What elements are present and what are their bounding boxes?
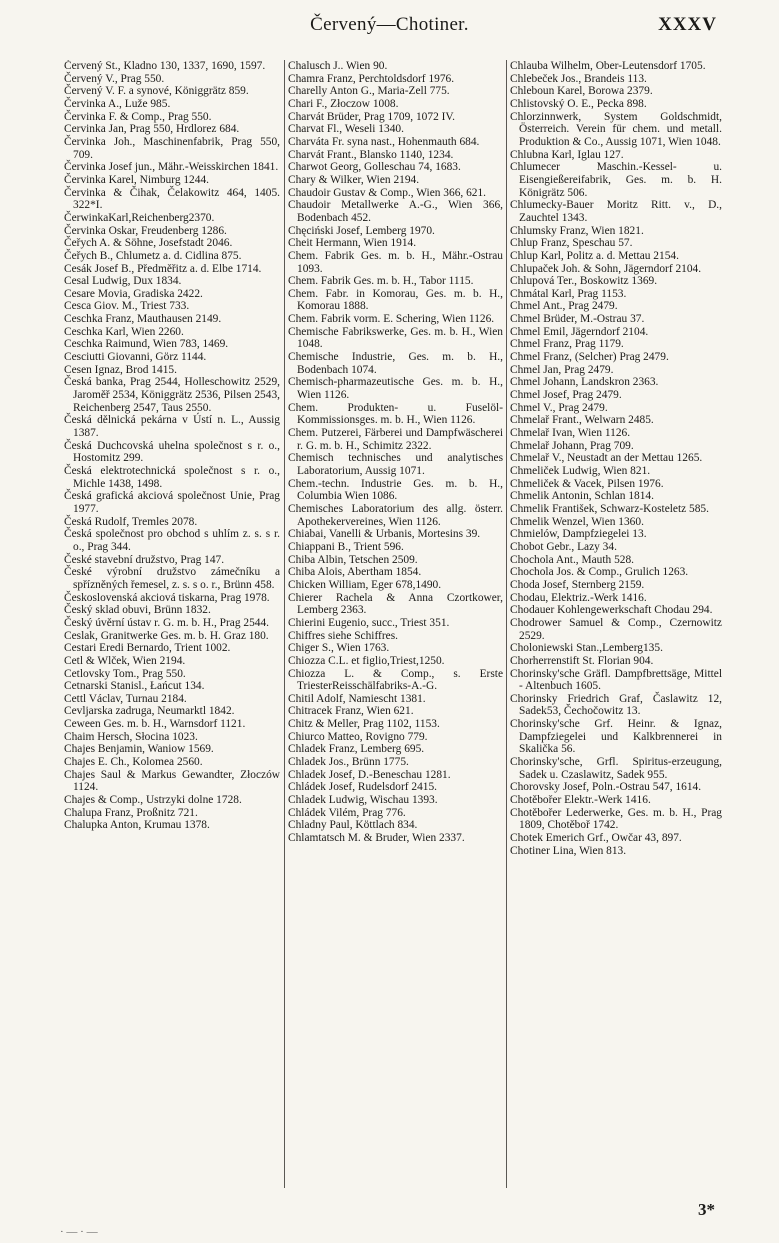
directory-entry: Chmel Franz, Prag 1179. [510, 338, 624, 351]
directory-entry: Chorinsky'sche Gräfl. Dampfbrettsäge, Mittel - Altenbuch 1605. [510, 667, 722, 693]
directory-entry: ČerwinkaKarl,Reichenberg2370. [64, 211, 215, 224]
directory-entry: České výrobní družstvo zámečníku a spřízněných řemesel, z. s. s o. r., Brünn 458. [64, 566, 280, 591]
directory-entry: Chmel Franz, (Selcher) Prag 2479. [510, 351, 669, 364]
directory-entry: Chlauba Wilhelm, Ober-Leutensdorf 1705. [510, 60, 706, 72]
directory-entry: Chmátal Karl, Prag 1153. [510, 287, 627, 300]
directory-entry: Chotěbořer Elektr.-Werk 1416. [510, 794, 651, 807]
directory-entry: Cesák Josef B., Předměřitz a. d. Elbe 1714. [64, 262, 262, 275]
directory-entry: Cervinka Jan, Prag 550, Hrdlorez 684. [64, 123, 240, 136]
directory-entry: Chorinsky'sche Grf. Heinr. & Ignaz, Dampfziegelei und Kalkbrennerei in Skalička 56. [510, 718, 722, 756]
directory-entry: Chitz & Meller, Prag 1102, 1153. [288, 718, 440, 731]
directory-entry: Česká elektrotechnická společnost s r. o., Michle 1438, 1498. [64, 465, 280, 490]
directory-entry: Chamra Franz, Perchtoldsdorf 1976. [288, 72, 455, 85]
directory-entry: Červinka Karel, Nimburg 1244. [64, 173, 209, 186]
directory-entry: Chajes E. Ch., Kolomea 2560. [64, 756, 203, 769]
column-middle [288, 60, 503, 1198]
directory-entry: Cesca Giov. M., Triest 733. [64, 300, 190, 313]
directory-entry: Chmelař Ivan, Wien 1126. [510, 427, 631, 440]
directory-entry: Chiffres siehe Schiffres. [288, 629, 398, 642]
directory-entry: Cesen Ignaz, Brod 1415. [64, 363, 177, 376]
directory-entry: Červinka Josef jun., Mähr.-Weisskirchen 1841. [64, 161, 279, 174]
directory-entry: Červinka F. & Comp., Prag 550. [64, 110, 212, 123]
directory-entry: Chmel Johann, Landskron 2363. [510, 376, 659, 389]
directory-entry: Český úvěrní ústav r. G. m. b. H., Prag 2544. [64, 616, 270, 629]
directory-entry: Chitil Adolf, Namiescht 1381. [288, 692, 426, 705]
directory-entry: Charvat Fl., Weseli 1340. [288, 123, 404, 136]
directory-entry: Chmel Josef, Prag 2479. [510, 389, 622, 402]
directory-entry: Chodauer Kohlengewerkschaft Chodau 294. [510, 604, 713, 617]
directory-entry: Chmelař Johann, Prag 709. [510, 439, 634, 452]
directory-entry: Chem.-techn. Industrie Ges. m. b. H., Columbia Wien 1086. [288, 477, 503, 503]
directory-entry: Chajes & Comp., Ustrzyki dolne 1728. [64, 794, 242, 807]
directory-entry: Chochola Ant., Mauth 528. [510, 553, 635, 566]
directory-entry: Cevljarska zadruga, Neumarktl 1842. [64, 705, 235, 718]
directory-entry: Chotiner Lina, Wien 813. [510, 844, 627, 857]
directory-entry: Charelly Anton G., Maria-Zell 775. [288, 85, 450, 98]
directory-entry: Chemisch technisches und analytisches Laboratorium, Aussig 1071. [288, 452, 503, 477]
directory-entry: Chlistovský O. E., Pecka 898. [510, 97, 647, 110]
directory-entry: Chodau, Elektriz.-Werk 1416. [510, 591, 647, 604]
directory-entry: Chobot Gebr., Lazy 34. [510, 540, 617, 553]
directory-entry: Chmel V., Prag 2479. [510, 401, 608, 414]
directory-entry: Charváta Fr. syna nast., Hohenmauth 684. [288, 135, 480, 148]
directory-entry: Chmel Brüder, M.-Ostrau 37. [510, 313, 645, 326]
column-left [64, 60, 280, 1198]
directory-entry: Chitracek Franz, Wien 621. [288, 705, 414, 718]
running-head-title: Červený—Chotiner. [310, 14, 469, 35]
directory-entry: Československá akciová tiskarna, Prag 1978. [64, 591, 270, 604]
directory-entry: Česká dělnická pekárna v Ústí n. L., Aussig 1387. [64, 414, 280, 440]
directory-entry: Chem. Produkten- u. Fuselöl-Kommissionsges. m. b. H., Wien 1126. [288, 401, 503, 427]
directory-entry: Červinka & Čihak, Čelakowitz 464, 1405. 322*I. [64, 186, 280, 212]
directory-entry: Chmelař Frant., Welwarn 2485. [510, 414, 654, 427]
directory-entry: Chiabai, Vanelli & Urbanis, Mortesins 39. [288, 528, 481, 541]
directory-entry: Červený St., Kladno 130, 1337, 1690, 1597. [64, 60, 266, 72]
directory-entry: Cesciutti Giovanni, Görz 1144. [64, 351, 207, 364]
directory-entry: Chládek Vilém, Prag 776. [288, 806, 406, 819]
directory-entry: Chladek Josef, D.-Beneschau 1281. [288, 768, 451, 781]
directory-entry: Chorovsky Josef, Poln.-Ostrau 547, 1614. [510, 781, 702, 794]
directory-entry: Chlorzinnwerk, System Goldschmidt, Österreich. Verein für chem. und metall. Produktion & Co., Aussig 1071, Wien 1048. [510, 110, 722, 148]
directory-entry: Chladny Paul, Köttlach 834. [288, 819, 418, 832]
directory-entry: Cesal Ludwig, Dux 1834. [64, 275, 182, 288]
directory-entry: Chlumsky Franz, Wien 1821. [510, 224, 644, 237]
directory-entry: Cetlovsky Tom., Prag 550. [64, 667, 186, 680]
directory-entry: Charwot Georg, Golleschau 74, 1683. [288, 161, 461, 174]
directory-entry: Chotek Emerich Grf., Owčar 43, 897. [510, 832, 682, 845]
directory-entry: Chmelik Antonin, Schlan 1814. [510, 490, 654, 503]
directory-entry: Charvát Brüder, Prag 1709, 1072 IV. [288, 110, 456, 123]
directory-entry: Chierer Rachela & Anna Czortkower, Lemberg 2363. [288, 591, 503, 617]
directory-entry: Chladek Franz, Lemberg 695. [288, 743, 425, 756]
directory-entry: Čeřych A. & Söhne, Josefstadt 2046. [64, 237, 233, 250]
directory-entry: Chlumecer Maschin.-Kessel- u. Eisengießereifabrik, Ges. m. b. H. Königrätz 506. [510, 161, 722, 199]
directory-entry: Cheit Hermann, Wien 1914. [288, 237, 417, 250]
directory-entry: Chmeliček Ludwig, Wien 821. [510, 465, 651, 477]
directory-entry: Česká Duchcovská uhelna společnost s r. o., Hostomitz 299. [64, 439, 280, 465]
directory-entry: Červený V. F. a synové, Königgrätz 859. [64, 85, 249, 98]
directory-entry: Ceschka Raimund, Wien 783, 1469. [64, 338, 229, 351]
directory-entry: Chmielów, Dampfziegelei 13. [510, 528, 647, 541]
directory-entry: Chlup Karl, Politz a. d. Mettau 2154. [510, 249, 679, 262]
directory-entry: Chajes Benjamin, Waniow 1569. [64, 743, 214, 756]
directory-entry: Červinka Oskar, Freudenberg 1286. [64, 224, 227, 237]
directory-entry: Chochola Jos. & Comp., Grulich 1263. [510, 566, 689, 579]
directory-entry: Cestari Eredi Bernardo, Trient 1002. [64, 642, 231, 655]
directory-entry: Chmeliček & Vacek, Pilsen 1976. [510, 477, 664, 490]
directory-entry: Česká banka, Prag 2544, Holleschowitz 2529, Jaroměř 2534, Königgrätz 2536, Pilsen 2543, Reichenberg 2547, Taus 2550. [64, 376, 280, 414]
directory-entry: Chlupová Ter., Boskowitz 1369. [510, 275, 658, 288]
page-numeral: XXXV [658, 14, 717, 35]
directory-entry: Chemische Industrie, Ges. m. b. H., Bodenbach 1074. [288, 351, 503, 376]
directory-entry: Chodrower Samuel & Comp., Czernowitz 2529. [510, 616, 722, 642]
directory-entry: Chalupa Franz, Proßnitz 721. [64, 806, 198, 819]
directory-entry: Chiba Alois, Abertham 1854. [288, 566, 422, 579]
column-divider-1 [284, 60, 285, 1188]
directory-entry: Chlebeček Jos., Brandeis 113. [510, 72, 647, 85]
directory-entry: Chajes Saul & Markus Gewandter, Złoczów 1124. [64, 768, 280, 794]
directory-entry: Chaim Hersch, Słocina 1023. [64, 730, 198, 743]
directory-entry: Čeřych B., Chlumetz a. d. Cidlina 875. [64, 249, 242, 262]
directory-entry: Chladek Ludwig, Wischau 1393. [288, 794, 438, 807]
directory-entry: Ceschka Karl, Wien 2260. [64, 325, 184, 338]
directory-entry: Chicken William, Eger 678,1490. [288, 578, 442, 591]
directory-entry: Chem. Putzerei, Färberei und Dampfwäscherei r. G. m. b. H., Schimitz 2322. [288, 427, 503, 452]
directory-entry: České stavební družstvo, Prag 147. [64, 553, 225, 566]
directory-entry: Chem. Fabrik Ges. m. b. H., Mähr.-Ostrau 1093. [288, 249, 503, 275]
directory-entry: Červinka Joh., Maschinenfabrik, Prag 550, 709. [64, 135, 280, 161]
directory-entry: Chorherrenstift St. Florian 904. [510, 654, 654, 667]
directory-entry: Česká společnost pro obchod s uhlím z. s. s r. o., Prag 344. [64, 528, 280, 553]
directory-entry: Chládek Josef, Rudelsdorf 2415. [288, 781, 438, 794]
directory-entry: Chmel Emil, Jägerndorf 2104. [510, 325, 649, 338]
directory-entry: Chęciński Josef, Lemberg 1970. [288, 224, 435, 237]
directory-entry: Chari F., Złoczow 1008. [288, 97, 399, 110]
directory-entry: Chleboun Karel, Borowa 2379. [510, 85, 653, 98]
directory-entry: Chierini Eugenio, succ., Triest 351. [288, 616, 450, 629]
page-header [0, 8, 779, 44]
directory-entry: Chmelik František, Schwarz-Kosteletz 585. [510, 502, 709, 515]
sheet-signature-mark: 3* [698, 1200, 715, 1219]
directory-entry: Ceslak, Granitwerke Ges. m. b. H. Graz 180. [64, 629, 269, 642]
directory-entry: Chorinsky'sche, Grfl. Spiritus-erzeugung, Sadek u. Czaslawitz, Sadek 955. [510, 756, 722, 781]
directory-entry: Chemisch-pharmazeutische Ges. m. b. H., Wien 1126. [288, 376, 503, 402]
directory-entry: Chaudoir Metallwerke A.-G., Wien 366, Bodenbach 452. [288, 199, 503, 224]
directory-entry: Chiger S., Wien 1763. [288, 642, 390, 655]
directory-entry: Cesare Movia, Gradiska 2422. [64, 287, 203, 300]
margin-marks: · — · — [60, 1226, 98, 1238]
directory-entry: Chiozza L. & Comp., s. Erste TriesterReisschälfabriks-A.-G. [288, 667, 503, 693]
directory-entry: Chotěbořer Lederwerke, Ges. m. b. H., Prag 1809, Chotěboř 1742. [510, 806, 722, 832]
directory-entry: Chary & Wilker, Wien 2194. [288, 173, 420, 186]
directory-entry: Česká Rudolf, Tremles 2078. [64, 515, 198, 528]
directory-entry: Chiurco Matteo, Rovigno 779. [288, 730, 428, 743]
directory-entry: Ceschka Franz, Mauthausen 2149. [64, 313, 222, 326]
directory-entry: Chiba Albin, Tetschen 2509. [288, 553, 418, 566]
directory-entry: Červinka A., Luže 985. [64, 97, 171, 110]
directory-entry: Chladek Jos., Brünn 1775. [288, 756, 409, 769]
directory-entry: Česká grafická akciová společnost Unie, Prag 1977. [64, 490, 280, 515]
directory-entry: Chem. Fabrik Ges. m. b. H., Tabor 1115. [288, 275, 474, 288]
directory-entry: Chmelik Wenzel, Wien 1360. [510, 515, 644, 528]
directory-entry: Chem. Fabrik vorm. E. Schering, Wien 1126. [288, 313, 495, 326]
directory-entry: Chlup Franz, Speschau 57. [510, 237, 633, 250]
directory-entry: Český sklad obuvi, Brünn 1832. [64, 604, 211, 617]
directory-entry: Chlubna Karl, Iglau 127. [510, 148, 624, 161]
directory-entry: Chemische Fabrikswerke, Ges. m. b. H., Wien 1048. [288, 325, 503, 351]
directory-entry: Chmel Ant., Prag 2479. [510, 300, 618, 313]
directory-entry: Cettl Václav, Turnau 2184. [64, 692, 187, 705]
directory-entry: Charvát Frant., Blansko 1140, 1234. [288, 148, 454, 161]
directory-entry: Chmel Jan, Prag 2479. [510, 363, 614, 376]
directory-entry: Chlupaček Joh. & Sohn, Jägerndorf 2104. [510, 262, 702, 275]
directory-entry: Cetnarski Stanisl., Łańcut 134. [64, 680, 205, 693]
directory-entry: Chiappani B., Trient 596. [288, 540, 404, 553]
directory-entry: Chmelař V., Neustadt an der Mettau 1265. [510, 452, 703, 465]
directory-entry: Chlamtatsch M. & Bruder, Wien 2337. [288, 832, 465, 845]
directory-entry: Červený V., Prag 550. [64, 72, 165, 85]
directory-entry: Chemisches Laboratorium des allg. österr. Apothekervereines, Wien 1126. [288, 502, 503, 528]
directory-entry: Chorinsky Friedrich Graf, Časlawitz 12, Sadek53, Čechočowitz 13. [510, 692, 722, 718]
column-right [510, 60, 722, 1198]
directory-entry: Chalusch J.. Wien 90. [288, 60, 388, 72]
directory-entry: Chalupka Anton, Krumau 1378. [64, 819, 210, 832]
directory-entry: Cetl & Wlček, Wien 2194. [64, 654, 186, 667]
column-divider-2 [506, 60, 507, 1188]
directory-entry: Chaudoir Gustav & Comp., Wien 366, 621. [288, 186, 487, 199]
directory-entry: Chlumecky-Bauer Moritz Ritt. v., D., Zauchtel 1343. [510, 199, 722, 224]
directory-entry: Ceween Ges. m. b. H., Warnsdorf 1121. [64, 718, 246, 731]
directory-entry: Choloniewski Stan.,Lemberg135. [510, 642, 663, 655]
directory-entry: Chiozza C.L. et figlio,Triest,1250. [288, 654, 445, 667]
directory-entry: Choda Josef, Sternberg 2159. [510, 578, 645, 591]
directory-entry: Chem. Fabr. in Komorau, Ges. m. b. H., Komorau 1888. [288, 287, 503, 313]
